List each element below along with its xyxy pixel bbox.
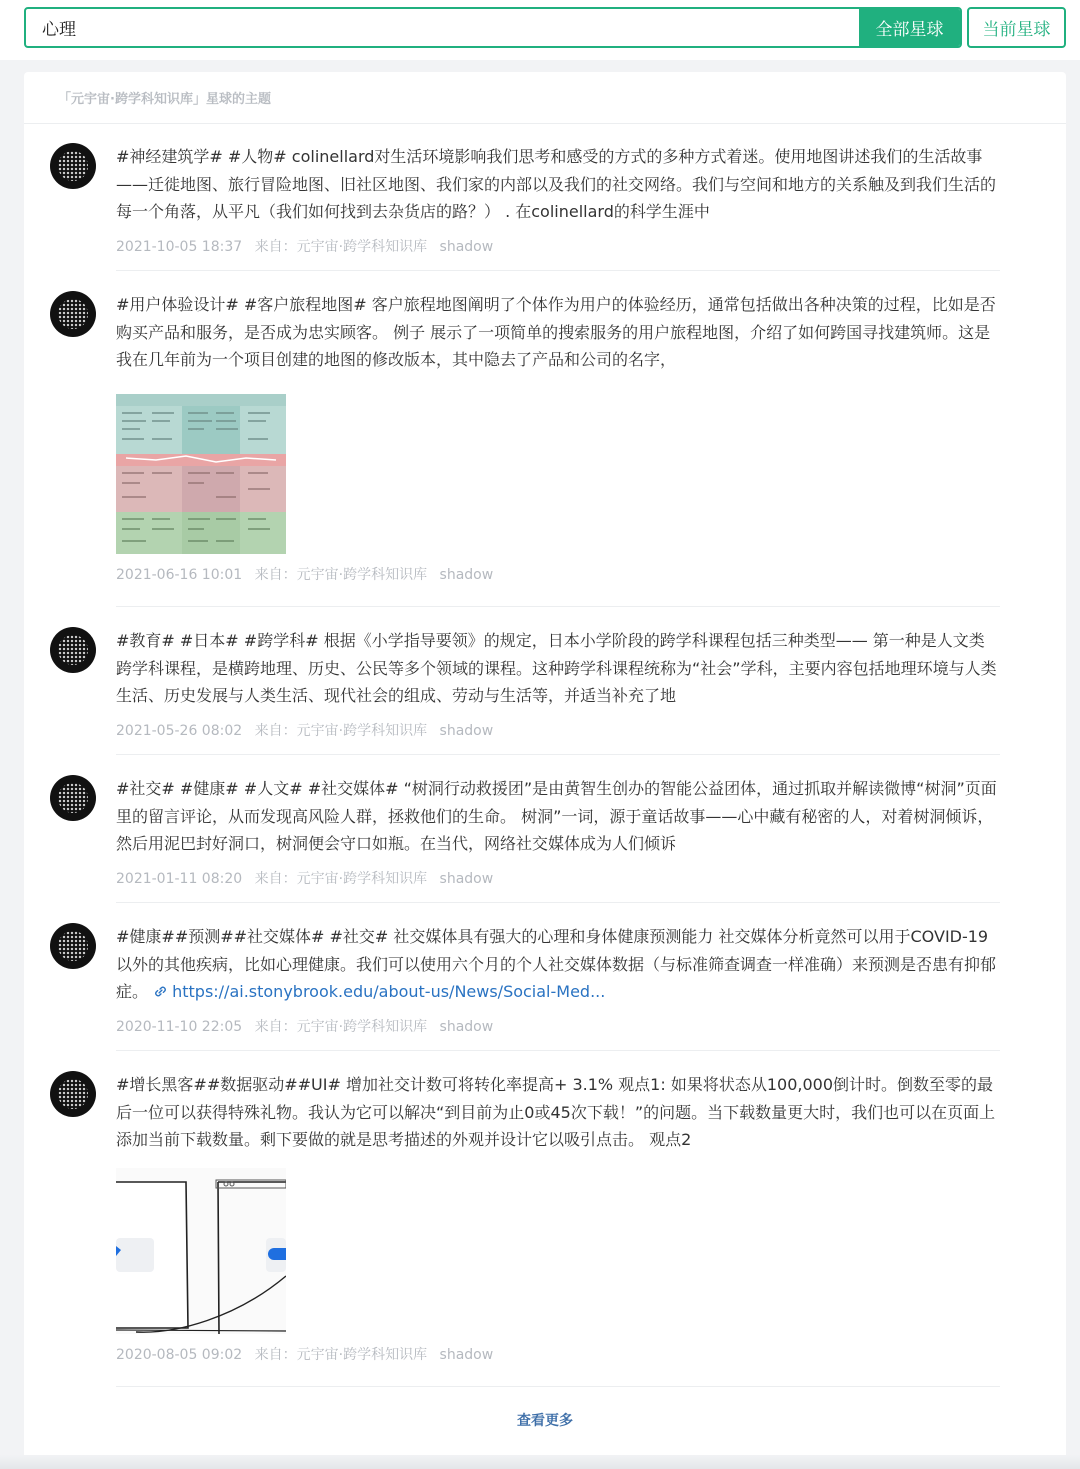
topic-meta	[116, 1344, 1000, 1364]
topic-date: 2021-06-16 10:01	[116, 566, 243, 583]
avatar-pattern-icon	[58, 151, 88, 181]
topic-author[interactable]: shadow	[439, 566, 494, 583]
topic-source[interactable]: 来自：元宇宙·跨学科知识库	[254, 566, 428, 583]
avatar-pattern-icon	[58, 299, 88, 329]
search-box	[24, 7, 962, 48]
avatar-pattern-icon	[58, 931, 88, 961]
topic-date: 2020-11-10 22:05	[116, 1018, 243, 1035]
topic-text[interactable]: #增长黑客##数据驱动##UI# 增加社交计数可将转化率提高+ 3.1% 观点1: 如果将状态从100,000倒计时。倒数至零的最后一位可以获得特殊礼物。我认为它可以解决“到目前为止0或45次下载！”的问题。当下载数量更大时，我们也可以在页面上添加当前下载数量。剩下要做的就是思考描述的外观并设计它以吸引点击。 观点2	[116, 1075, 996, 1149]
avatar[interactable]	[50, 143, 96, 189]
divider	[116, 606, 1000, 607]
topic-meta	[116, 1016, 1000, 1036]
topic-text[interactable]: #社交# #健康# #人文# #社交媒体# “树洞行动救援团”是由黄智生创办的智能公益团体，通过抓取并解读微博“树洞”页面里的留言评论，从而发现高风险人群，拯救他们的生命。 树洞”一词，源于童话故事——心中藏有秘密的人，对着树洞倾诉，然后用泥巴封好洞口，树洞便会守口如瓶。在当代，网络社交媒体成为人们倾诉	[116, 779, 997, 853]
topic-author[interactable]: shadow	[439, 722, 494, 739]
divider	[116, 902, 1000, 903]
link-icon	[153, 978, 168, 1006]
topic-author[interactable]: shadow	[439, 870, 494, 887]
search-all-planets-button[interactable]: 全部星球	[859, 9, 960, 46]
topic-date: 2021-05-26 08:02	[116, 722, 243, 739]
divider	[116, 1050, 1000, 1051]
topic-meta	[116, 564, 1000, 584]
ui-sketch-image[interactable]	[116, 1168, 286, 1334]
topic-author[interactable]: shadow	[439, 238, 494, 255]
topic-source[interactable]: 来自：元宇宙·跨学科知识库	[254, 722, 428, 739]
avatar[interactable]	[50, 775, 96, 821]
topic-link-text: https://ai.stonybrook.edu/about-us/News/Social-Med...	[172, 982, 606, 1001]
topic-author[interactable]: shadow	[439, 1018, 494, 1035]
topic-meta	[116, 868, 1000, 888]
avatar[interactable]	[50, 291, 96, 337]
topic-date: 2020-08-05 09:02	[116, 1346, 243, 1363]
topic-source[interactable]: 来自：元宇宙·跨学科知识库	[254, 870, 428, 887]
avatar[interactable]	[50, 923, 96, 969]
avatar[interactable]	[50, 1071, 96, 1117]
search-current-planet-button[interactable]: 当前星球	[967, 7, 1066, 48]
avatar-pattern-icon	[58, 635, 88, 665]
journey-map-image[interactable]	[116, 388, 286, 554]
divider	[116, 1386, 1000, 1387]
top-search-bar	[0, 0, 1080, 60]
topic-source[interactable]: 来自：元宇宙·跨学科知识库	[254, 1346, 428, 1363]
topic-date: 2021-01-11 08:20	[116, 870, 243, 887]
topic-author[interactable]: shadow	[439, 1346, 494, 1363]
topic-link[interactable]	[153, 982, 605, 1001]
topic-text[interactable]: #用户体验设计# #客户旅程地图# 客户旅程地图阐明了个体作为用户的体验经历，通常包括做出各种决策的过程，比如是否购买产品和服务，是否成为忠实顾客。 例子 展示了一项简单的搜索服务的用户旅程地图，介绍了如何跨国寻找建筑师。这是我在几年前为一个项目创建的地图的修改版本，其中隐去了产品和公司的名字，	[116, 295, 996, 369]
divider	[116, 270, 1000, 271]
avatar[interactable]	[50, 627, 96, 673]
topic-text[interactable]	[116, 923, 1000, 1006]
topic-date: 2021-10-05 18:37	[116, 238, 243, 255]
view-more-link[interactable]: 查看更多	[517, 1413, 573, 1429]
avatar-pattern-icon	[58, 783, 88, 813]
topic-text-content: #健康##预测##社交媒体# #社交# 社交媒体具有强大的心理和身体健康预测能力 社交媒体分析竟然可以用于COVID-19以外的其他疾病，比如心理健康。我们可以使用六个月的个人社交媒体数据（与标准筛查调查一样准确）来预测是否患有抑郁症。	[116, 927, 997, 1001]
topic-source[interactable]: 来自：元宇宙·跨学科知识库	[254, 1018, 428, 1035]
avatar-pattern-icon	[58, 1079, 88, 1109]
panel-title: 「元宇宙·跨学科知识库」星球的主题	[24, 72, 1066, 124]
topic-text[interactable]: #神经建筑学# #人物# colinellard对生活环境影响我们思考和感受的方式的多种方式着迷。使用地图讲述我们的生活故事——迁徙地图、旅行冒险地图、旧社区地图、我们家的内部以及我们的社交网络。我们与空间和地方的关系触及到我们生活的每一个角落，从平凡（我们如何找到去杂货店的路？） . 在colinellard的科学生涯中	[116, 147, 997, 221]
topic-meta	[116, 720, 1000, 740]
search-input[interactable]	[26, 9, 859, 46]
topic-text[interactable]: #教育# #日本# #跨学科# 根据《小学指导要领》的规定，日本小学阶段的跨学科课程包括三种类型—— 第一种是人文类跨学科课程，是横跨地理、历史、公民等多个领域的课程。这种跨学科课程统称为“社会”学科，主要内容包括地理环境与人类生活、历史发展与人类生活、现代社会的组成、劳动与生活等，并适当补充了地	[116, 631, 997, 705]
topic-source[interactable]: 来自：元宇宙·跨学科知识库	[254, 238, 428, 255]
topics-panel	[24, 72, 1066, 1469]
bottom-edge	[0, 1455, 1080, 1469]
topic-meta	[116, 236, 1000, 256]
divider	[116, 754, 1000, 755]
